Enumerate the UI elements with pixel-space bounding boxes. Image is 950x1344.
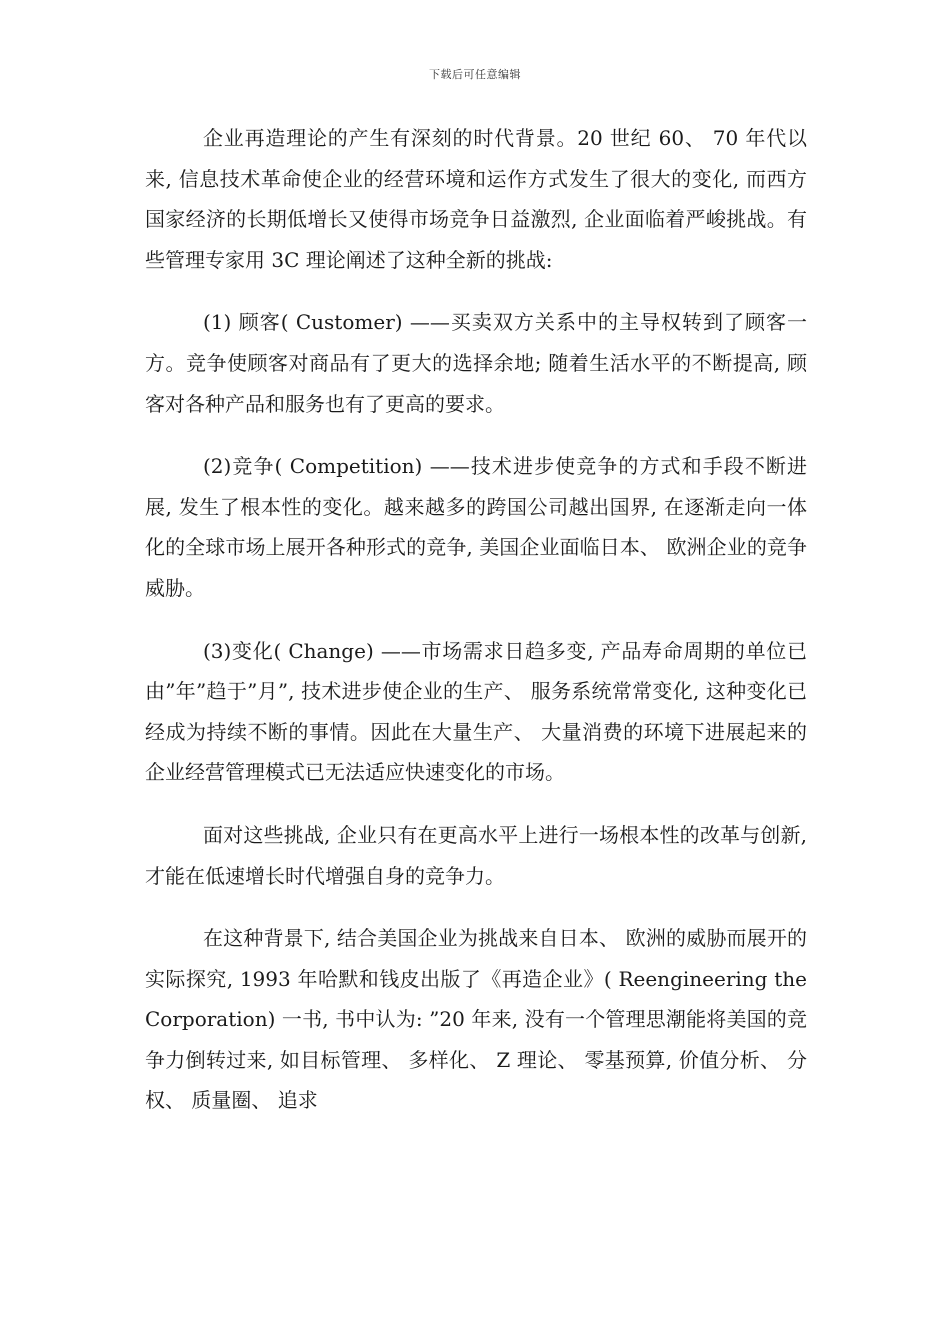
paragraph-customer: (1) 顾客( Customer) ——买卖双方关系中的主导权转到了顾客一方。竞争使顾客对商品有了更大的选择余地; 随着生活水平的不断提高, 顾客对各种产品和服务也有了更高的要求。 [145,310,807,416]
paragraph-response: 面对这些挑战, 企业只有在更高水平上进行一场根本性的改革与创新, 才能在低速增长时代增强自身的竞争力。 [145,822,807,888]
document-body [145,118,807,1121]
paragraph-background: 企业再造理论的产生有深刻的时代背景。20 世纪 60、 70 年代以来, 信息技术革命使企业的经营环境和运作方式发生了很大的变化, 而西方国家经济的长期低增长又使得市场竞争日益激烈, 企业面临着严峻挑战。有些管理专家用 3C 理论阐述了这种全新的挑战: [145,126,807,272]
page-header: 下载后可任意编辑 [429,68,521,81]
paragraph-competition: (2)竞争( Competition) ——技术进步使竞争的方式和手段不断进展, 发生了根本性的变化。越来越多的跨国公司越出国界, 在逐渐走向一体化的全球市场上展开各种形式的竞争, 美国企业面临日本、 欧洲企业的竞争威胁。 [145,454,807,600]
paragraph-reengineering: 在这种背景下, 结合美国企业为挑战来自日本、 欧洲的威胁而展开的实际探究, 1993 年哈默和钱皮出版了《再造企业》( Reengineering the Corporation) 一书, 书中认为: ”20 年来, 没有一个管理思潮能将美国的竞争力倒转过来, 如目标管理、 多样化、 Z 理论、 零基预算, 价值分析、 分权、 质量圈、 追求 [145,926,807,1113]
paragraph-change: (3)变化( Change) ——市场需求日趋多变, 产品寿命周期的单位已由”年”趋于”月”, 技术进步使企业的生产、 服务系统常常变化, 这种变化已经成为持续不断的事情。因此在大量生产、 大量消费的环境下进展起来的企业经营管理模式已无法适应快速变化的市场。 [145,638,807,785]
